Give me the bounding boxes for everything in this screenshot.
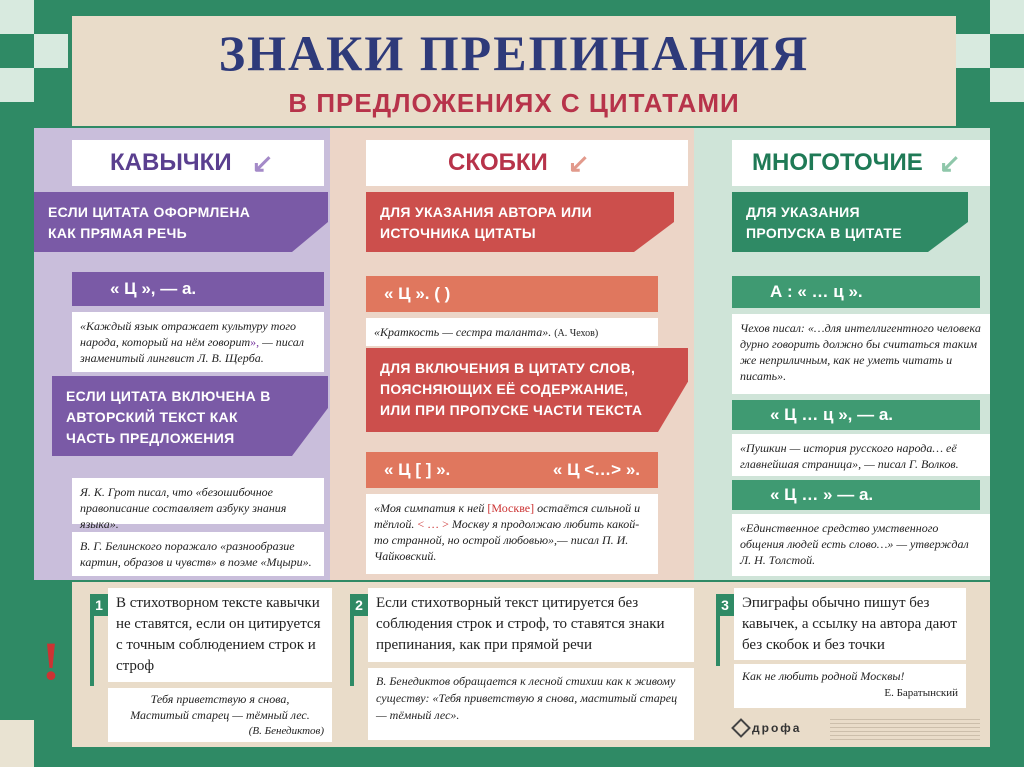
quotes-heading: КАВЫЧКИ [110, 149, 232, 176]
ellipsis-example3: «Единственное средство умственного общения людей есть слово…» — утверждал Л. Н. Толстой. [732, 514, 990, 576]
brackets-example2: «Моя симпатия к ней [Москве] остаётся сильной и тёплой. < … > Москву я продолжаю любить какой-то странной, но острой любовью»,— писал П. И. Чайковский. [366, 494, 658, 574]
note-3-bar [716, 616, 720, 666]
arrow-down-left-icon: ↙ [567, 147, 590, 178]
note-3-text: Эпиграфы обычно пишут без кавычек, а ссылку на автора дают без скобок и без точки [734, 588, 966, 660]
quotes-rule2-banner [52, 376, 292, 456]
page-subtitle: В ПРЕДЛОЖЕНИЯХ С ЦИТАТАМИ [288, 88, 740, 118]
quotes-formula1: « Ц », — а. [72, 272, 324, 306]
note-2-example: В. Бенедиктов обращается к лесной стихии как к живому существу: «Тебя приветствую я снова, маститый старец — тёмный лес». [368, 668, 694, 740]
brackets-rule1-banner [366, 192, 634, 252]
imprint-lines [830, 716, 980, 742]
ellipsis-formula2: « Ц … ц », — а. [732, 400, 980, 430]
quotes-example2: Я. К. Грот писал, что «безошибочное правописание составляет азбуку знания языка». [72, 478, 324, 524]
note-1-number: 1 [90, 594, 108, 616]
quotes-rule1-text: ЕСЛИ ЦИТАТА ОФОРМЛЕНА КАК ПРЯМАЯ РЕЧЬ [48, 204, 251, 241]
ellipsis-heading-box [732, 140, 990, 186]
brackets-example1: «Краткость — сестра таланта». (А. Чехов) [366, 318, 658, 346]
quotes-rule2-text: ЕСЛИ ЦИТАТА ВКЛЮЧЕНА В АВТОРСКИЙ ТЕКСТ КАК ЧАСТЬ ПРЕДЛОЖЕНИЯ [66, 388, 271, 446]
brackets-rule1-text: ДЛЯ УКАЗАНИЯ АВТОРА ИЛИ ИСТОЧНИКА ЦИТАТЫ [380, 204, 592, 241]
ellipsis-rule1-banner [732, 192, 928, 252]
ellipsis-rule1-text: ДЛЯ УКАЗАНИЯ ПРОПУСКА В ЦИТАТЕ [746, 204, 902, 241]
brackets-rule2-banner [366, 348, 658, 432]
ellipsis-heading: МНОГОТОЧИЕ [752, 149, 923, 176]
quotes-rule1-banner [34, 192, 292, 252]
note-2-number: 2 [350, 594, 368, 616]
note-1-example: Тебя приветствую я снова, Маститый старец — тёмный лес. (В. Бенедиктов) [108, 688, 332, 742]
brackets-formula1: « Ц ». ( ) [366, 276, 658, 312]
quotes-example3: В. Г. Белинского поражало «разнообразие картин, образов и чувств» в поэме «Мцыри». [72, 532, 324, 576]
note-3-example: Как не любить родной Москвы! Е. Баратынский [734, 664, 966, 708]
arrow-down-left-icon: ↙ [251, 147, 274, 178]
note-3-number: 3 [716, 594, 734, 616]
brackets-rule2-text: ДЛЯ ВКЛЮЧЕНИЯ В ЦИТАТУ СЛОВ, ПОЯСНЯЮЩИХ ЕЁ СОДЕРЖАНИЕ, ИЛИ ПРИ ПРОПУСКЕ ЧАСТИ ТЕКСТА [380, 360, 643, 418]
quotes-example1: «Каждый язык отражает культуру того народа, который на нём говорит», — писал знаменитый лингвист Л. В. Щерба. [72, 312, 324, 372]
brackets-heading: СКОБКИ [448, 149, 548, 176]
ellipsis-example1: Чехов писал: «…для интеллигентного человека дурно говорить должно бы считаться таким же неприличным, как не уметь читать и писать». [732, 314, 990, 394]
ellipsis-formula1: А : « … ц ». [732, 276, 980, 308]
publisher-mark-icon [731, 718, 751, 738]
brackets-formula2: « Ц [ ] ». « Ц <…> ». [366, 452, 658, 488]
quotes-heading-box [72, 140, 324, 186]
arrow-down-left-icon: ↙ [938, 147, 961, 178]
note-1-text: В стихотворном тексте кавычки не ставятся, если он цитируется с точным соблюдением строк и строф [108, 588, 332, 682]
note-2-text: Если стихотворный текст цитируется без соблюдения строк и строф, то ставятся знаки препинания, как при прямой речи [368, 588, 694, 662]
publisher-logo: дрофа [734, 718, 824, 738]
page-title: ЗНАКИ ПРЕПИНАНИЯ [218, 25, 810, 81]
note-2-bar [350, 616, 354, 686]
brackets-heading-box [366, 140, 688, 186]
warning-mark: ! [42, 631, 60, 691]
note-1-bar [90, 616, 94, 686]
header-panel [72, 16, 956, 126]
ellipsis-example2: «Пушкин — история русского народа… её главнейшая страница», — писал Г. Волков. [732, 434, 990, 476]
ellipsis-formula3: « Ц … » — а. [732, 480, 980, 510]
